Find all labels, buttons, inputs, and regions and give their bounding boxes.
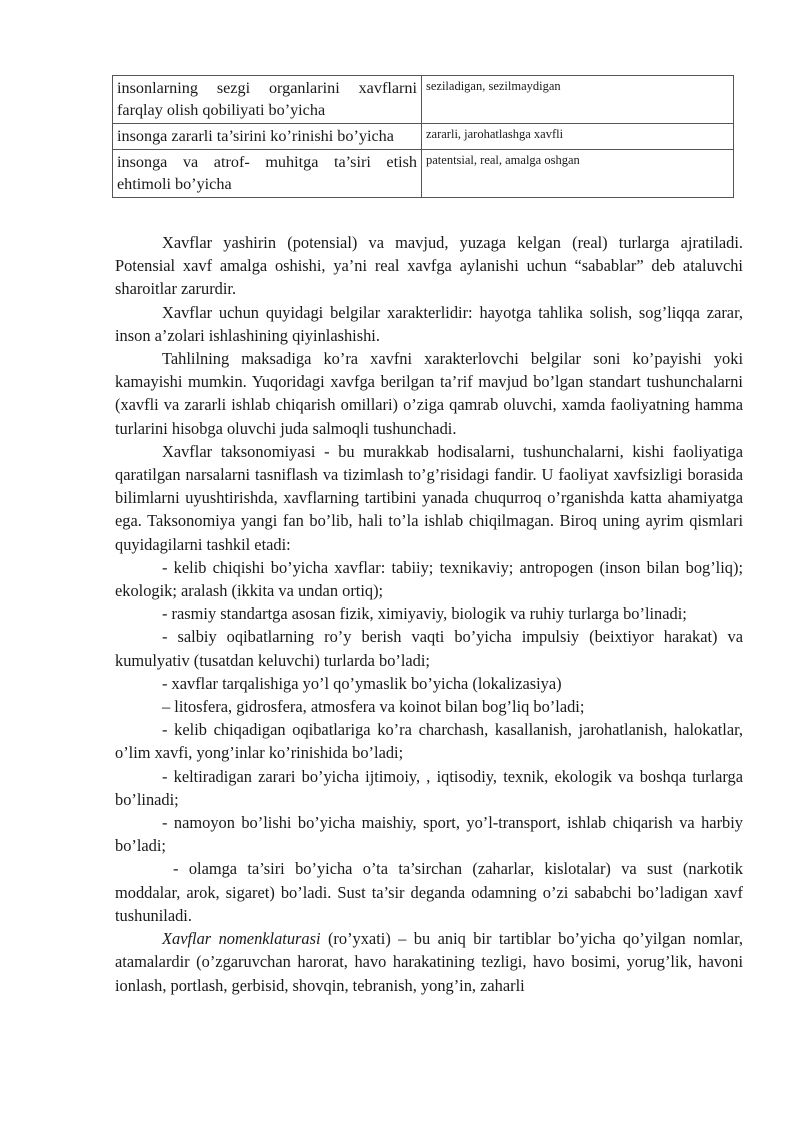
types-cell: seziladigan, sezilmaydigan [422, 76, 734, 124]
body-text [115, 231, 743, 997]
table-row [113, 150, 734, 198]
list-item: - keltiradigan zarari bo’yicha ijtimoiy, , iqtisodiy, texnik, ekologik va boshqa turlarga bo’linadi; [115, 766, 743, 809]
criterion-cell: insonga zararli ta’sirini ko’rinishi bo’yicha [113, 124, 422, 150]
nomenclature-term: Xavflar nomenklaturasi [162, 929, 321, 949]
paragraph-hazard-signs: Xavflar uchun quyidagi belgilar xarakterlidir: hayotga tahlika solish, sog’liqqa zarar, inson a’zolari ishlashining qiyinlashishi. [115, 302, 743, 345]
paragraph-hazard-types: Xavflar yashirin (potensial) va mavjud, yuzaga kelgan (real) turlarga ajratiladi. Potensial xavf amalga oshishi, ya’ni real xavfga aylanishi uchun “sabablar” deb ataluvchi sharoitlar zarurdir. [115, 233, 743, 299]
paragraph-nomenclature [115, 927, 743, 997]
list-item: - xavflar tarqalishiga yo’l qo’ymaslik bo’yicha (lokalizasiya) [162, 673, 562, 693]
criterion-cell: insonlarning sezgi organlarini xavflarni farqlay olish qobiliyati bo’yicha [113, 76, 422, 124]
paragraph-analysis: Tahlilning maksadiga ko’ra xavfni xarakterlovchi belgilar soni ko’payishi yoki kamayishi mumkin. Yuqoridagi xavfga berilgan ta’rif mavjud bo’lgan standart tushunchalarni (xavfli va zararli ishlab chiqarish omillari) o’ziga qamrab oluvchi, xamda faoliyatning hamma turlarini hisobga oluvchi juda salmoqli tushunchadi. [115, 349, 743, 438]
types-cell: zararli, jarohatlashga xavfli [422, 124, 734, 150]
list-item: - kelib chiqishi bo’yicha xavflar: tabiiy; texnikaviy; antropogen (inson bilan bog’liq); ekologik; aralash (ikkita va undan ortiq); [115, 557, 743, 601]
table-row [113, 124, 734, 150]
nomenclature-definition: (ro’yxati) – bu aniq bir tartiblar bo’yicha qo’yilgan nomlar, atamalardir (o’zgaruvchan harorat, havo harakatining tezligi, havo bosimi, yorug’lik, havoni ionlash, portlash, gerbisid, shovqin, tebranish, yong’in, zaharli [115, 929, 743, 995]
table-row [113, 76, 734, 124]
hazard-criteria-table [112, 75, 734, 198]
list-item: - salbiy oqibatlarning ro’y berish vaqti bo’yicha impulsiy (beixtiyor harakat) va kumulyativ (tusatdan keluvchi) turlarda bo’ladi; [115, 627, 743, 670]
list-item: – litosfera, gidrosfera, atmosfera va koinot bilan bog’liq bo’ladi; [162, 697, 585, 717]
list-item: - rasmiy standartga asosan fizik, ximiyaviy, biologik va ruhiy turlarga bo’linadi; [162, 604, 687, 624]
criterion-cell: insonga va atrof- muhitga ta’siri etish ehtimoli bo’yicha [113, 150, 422, 198]
list-item: - olamga ta’siri bo’yicha o’ta ta’sirchan (zaharlar, kislotalar) va sust (narkotik moddalar, arok, sigaret) bo’ladi. Sust ta’sir deganda odamning o’zi sababchi bo’ladigan xavf tushuniladi. [115, 859, 743, 925]
list-item: - kelib chiqadigan oqibatlariga ko’ra charchash, kasallanish, jarohatlanish, halokatlar, o’lim xavfi, yong’inlar ko’rinishida bo’ladi; [115, 720, 743, 763]
paragraph-taxonomy: Xavflar taksonomiyasi - bu murakkab hodisalarni, tushunchalarni, kishi faoliyatiga qaratilgan narsalarni tasniflash va tizimlash to’g’risidagi fandir. U faoliyat xavfsizligi borasida bilimlarni uyushtirishda, xavflarning tartibini yanada chuqurroq o’rganishda katta ahamiyatga ega. Taksonomiya yangi fan bo’lib, hali to’la ishlab chiqilmagan. Biroq uning ayrim qismlari quyidagilarni tashkil etadi: [115, 441, 743, 554]
types-cell: patentsial, real, amalga oshgan [422, 150, 734, 198]
list-item: - namoyon bo’lishi bo’yicha maishiy, sport, yo’l-transport, ishlab chiqarish va harbiy bo’ladi; [115, 813, 743, 856]
